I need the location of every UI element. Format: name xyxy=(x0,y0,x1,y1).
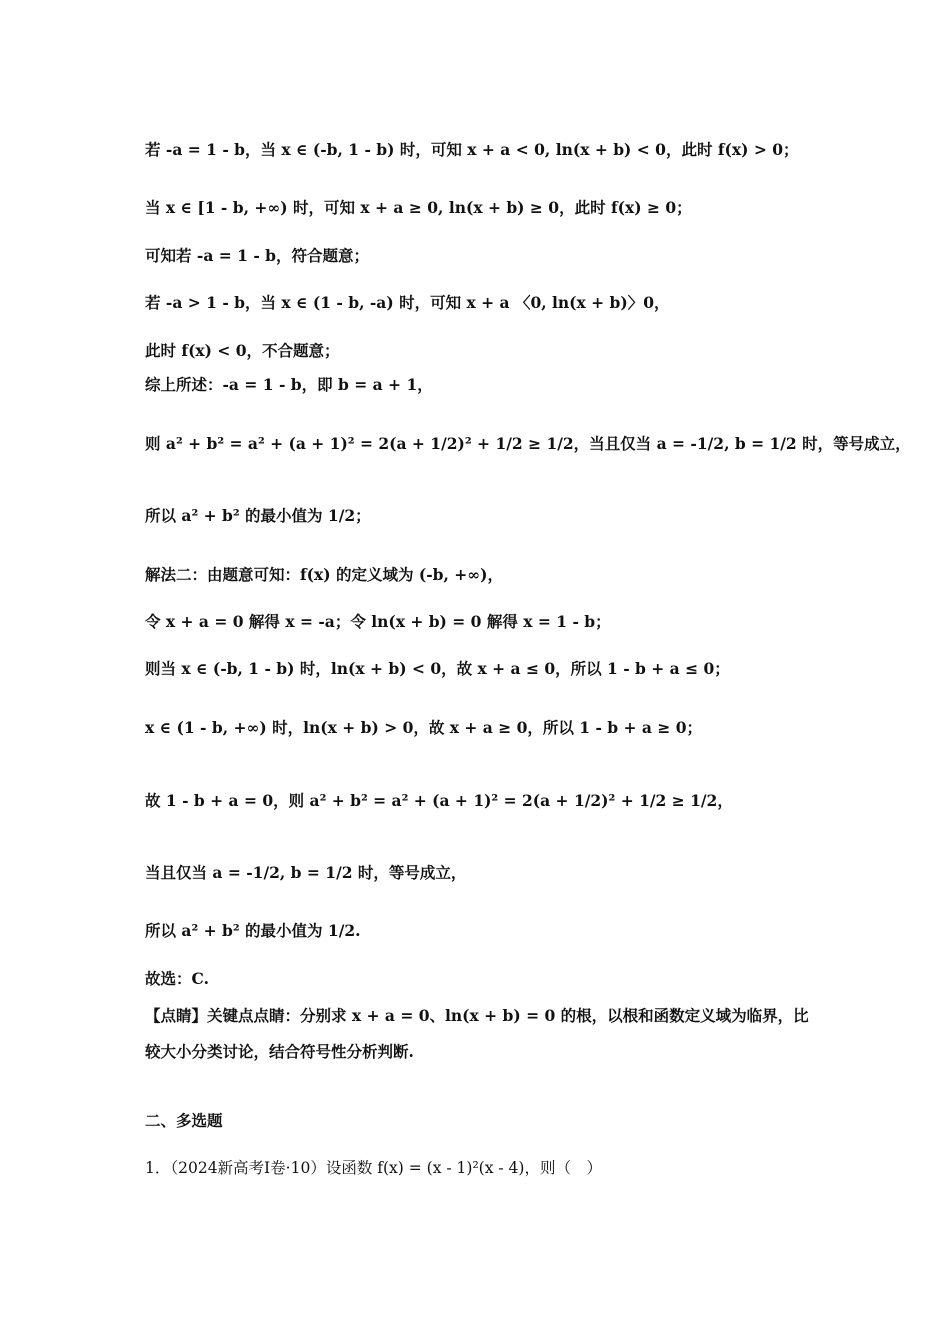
text-line-16: 故选：C. xyxy=(145,969,209,988)
question-line: 1．（2024新高考Ⅰ卷·10）设函数 f(x) = (x - 1)²(x - 4)，则（ ） xyxy=(145,1159,602,1177)
text-line-2: 当 x ∈ [1 - b, +∞) 时，可知 x + a ≥ 0, ln(x + b) ≥ 0，此时 f(x) ≥ 0； xyxy=(145,198,692,217)
text-line-15: 所以 a² + b² 的最小值为 1/2. xyxy=(145,921,361,940)
text-line-14: 当且仅当 a = -1/2, b = 1/2 时，等号成立， xyxy=(145,863,467,882)
text-line-17: 【点睛】关键点点睛：分别求 x + a = 0、ln(x + b) = 0 的根，以根和函数定义域为临界，比 xyxy=(145,1006,809,1025)
text-line-10: 令 x + a = 0 解得 x = -a；令 ln(x + b) = 0 解得 x = 1 - b； xyxy=(145,612,611,631)
text-line-11: 则当 x ∈ (-b, 1 - b) 时，ln(x + b) < 0，故 x + a ≤ 0，所以 1 - b + a ≤ 0； xyxy=(145,659,730,678)
text-line-3: 可知若 -a = 1 - b，符合题意； xyxy=(145,246,370,265)
text-line-18: 较大小分类讨论，结合符号性分析判断. xyxy=(145,1042,414,1061)
text-line-9: 解法二：由题意可知：f(x) 的定义域为 (-b, +∞)， xyxy=(145,565,503,584)
text-line-13: 故 1 - b + a = 0，则 a² + b² = a² + (a + 1)² = 2(a + 1/2)² + 1/2 ≥ 1/2， xyxy=(145,791,733,810)
text-line-1: 若 -a = 1 - b，当 x ∈ (-b, 1 - b) 时，可知 x + a < 0, ln(x + b) < 0，此时 f(x) > 0； xyxy=(145,140,799,159)
text-line-7: 则 a² + b² = a² + (a + 1)² = 2(a + 1/2)² + 1/2 ≥ 1/2，当且仅当 a = -1/2, b = 1/2 时，等号成立， xyxy=(145,434,911,453)
text-line-6: 综上所述：-a = 1 - b，即 b = a + 1， xyxy=(145,375,433,394)
text-line-8: 所以 a² + b² 的最小值为 1/2； xyxy=(145,506,371,525)
text-line-12: x ∈ (1 - b, +∞) 时，ln(x + b) > 0，故 x + a ≥ 0，所以 1 - b + a ≥ 0； xyxy=(145,718,703,737)
text-line-4: 若 -a > 1 - b，当 x ∈ (1 - b, -a) 时，可知 x + a 〈0, ln(x + b)〉0， xyxy=(145,293,670,312)
text-line-5: 此时 f(x) < 0，不合题意； xyxy=(145,341,340,360)
section-heading: 二、多选题 xyxy=(145,1111,223,1130)
